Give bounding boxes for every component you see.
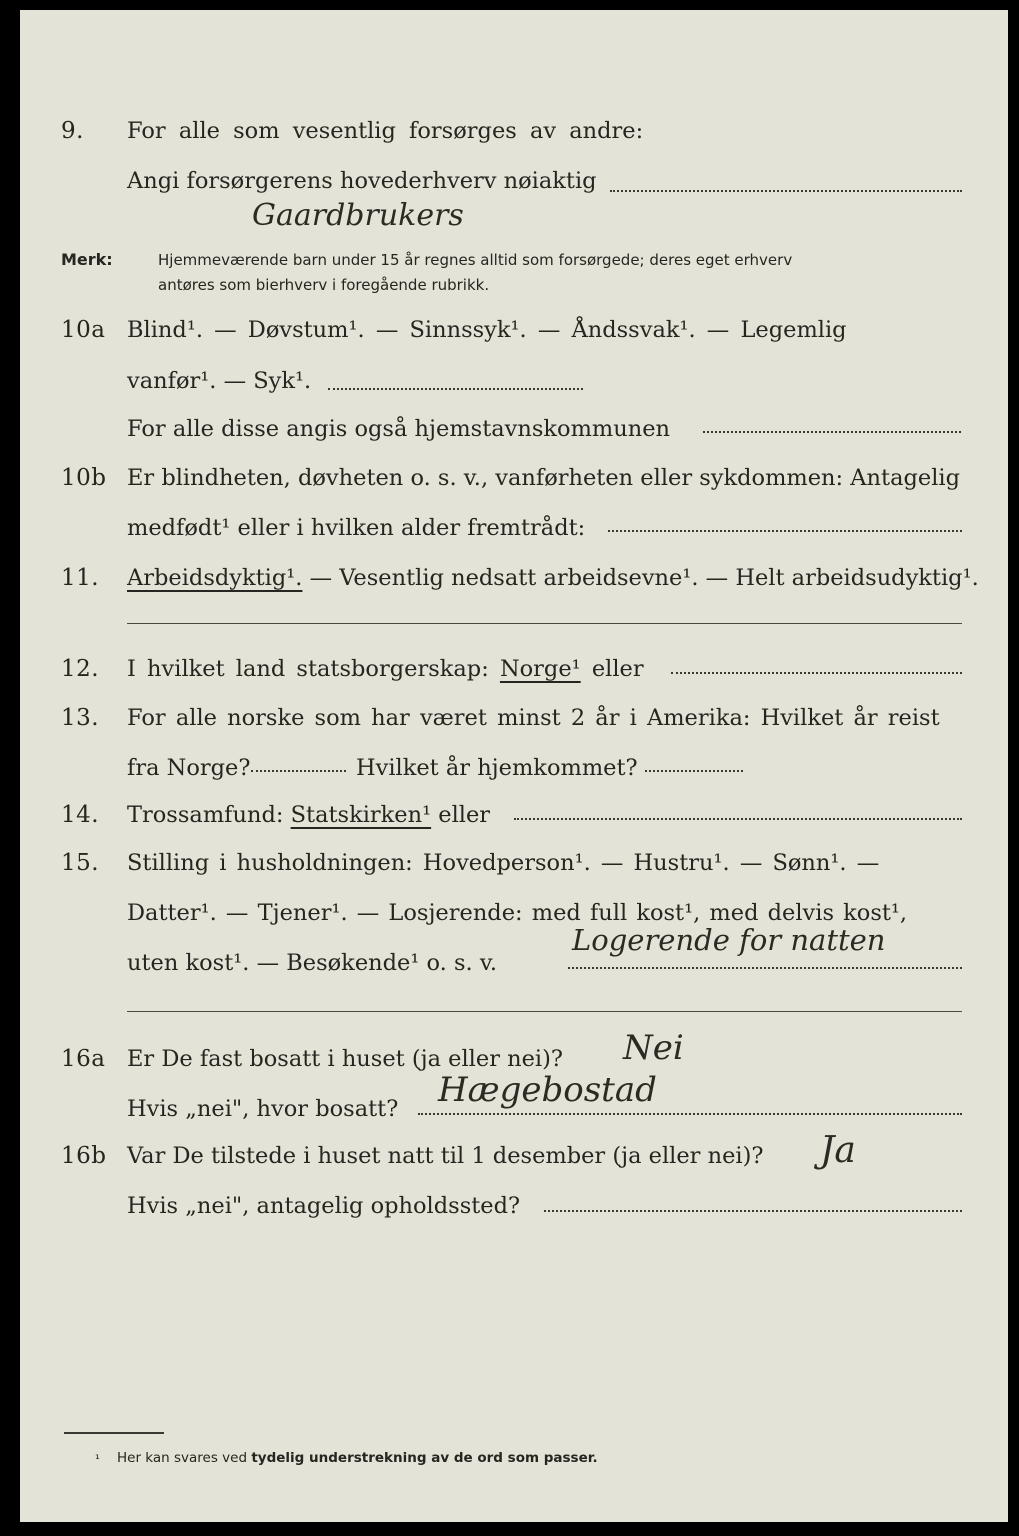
q15-handwritten-answer[interactable]: Logerende for natten — [572, 923, 886, 957]
q14-answer-line — [514, 818, 962, 820]
q9-line2: Angi forsørgerens hovederhverv nøiaktig — [127, 168, 597, 194]
q15-line1: Stilling i husholdningen: Hovedperson¹. — Hustru¹. — Sønn¹. — — [127, 850, 880, 876]
q12-line — [127, 656, 644, 682]
footnote-text — [117, 1450, 598, 1466]
q13-line2b: Hvilket år hjemkommet? — [356, 755, 638, 781]
q15-number: 15. — [61, 850, 100, 876]
q16b-number: 16b — [61, 1143, 107, 1169]
q9-number: 9. — [61, 118, 84, 144]
q10a-hjemstavn-line — [703, 431, 961, 433]
q16b-line2: Hvis „nei", antagelig opholdssted? — [127, 1193, 521, 1219]
q10b-answer-line — [608, 530, 962, 532]
footnote-pre: Her kan svares ved — [117, 1450, 252, 1466]
q12-option-norge[interactable]: Norge¹ — [499, 656, 581, 682]
q14-option-statskirken[interactable]: Statskirken¹ — [290, 802, 432, 828]
q15-line2: Datter¹. — Tjener¹. — Losjerende: med full kost¹, med delvis kost¹, — [127, 900, 908, 926]
q13-number: 13. — [61, 705, 100, 731]
merk-label: Merk: — [61, 250, 113, 269]
q12-pre: I hvilket land statsborgerskap: — [127, 656, 500, 682]
q15-answer-line — [568, 967, 962, 969]
q9-line1: For alle som vesentlig forsørges av andre: — [127, 118, 644, 144]
footnote-rule — [64, 1432, 164, 1434]
merk-line1: Hjemmeværende barn under 15 år regnes alltid som forsørgede; deres eget erhverv — [158, 251, 793, 269]
q16b-answer-line — [544, 1210, 962, 1212]
q16a-answer-line — [418, 1113, 962, 1115]
q15-line3: uten kost¹. — Besøkende¹ o. s. v. — [127, 950, 498, 976]
q10a-line1: Blind¹. — Døvstum¹. — Sinnssyk¹. — Åndssvak¹. — Legemlig — [127, 317, 847, 343]
q16b-handwritten-answer1[interactable]: Ja — [820, 1130, 856, 1171]
q15-separator — [127, 1011, 962, 1012]
q16b-line1: Var De tilstede i huset natt til 1 desember (ja eller nei)? — [127, 1143, 764, 1169]
q13-reist-line — [251, 770, 346, 772]
merk-line2: antøres som bierhverv i foregående rubrikk. — [158, 276, 490, 294]
q14-pre: Trossamfund: — [127, 802, 291, 828]
q14-post: eller — [431, 802, 491, 828]
q14-line — [127, 802, 490, 828]
q13-line2a: fra Norge? — [127, 755, 251, 781]
q10a-line2: vanfør¹. — Syk¹. — [127, 368, 312, 394]
q11-rest: — Vesentlig nedsatt arbeidsevne¹. — Helt arbeidsudyktig¹. — [302, 565, 979, 591]
q11-number: 11. — [61, 565, 100, 591]
q14-number: 14. — [61, 802, 100, 828]
q11-separator — [127, 623, 962, 624]
q10a-syk-line — [328, 388, 583, 390]
q9-answer-line — [610, 190, 962, 192]
q12-post: eller — [580, 656, 644, 682]
census-form-page — [20, 10, 1008, 1522]
q11-option-arbeidsdyktig[interactable]: Arbeidsdyktig¹. — [127, 565, 303, 591]
q10a-line3: For alle disse angis også hjemstavnskommunen — [127, 416, 671, 442]
q16a-number: 16a — [61, 1046, 106, 1072]
q13-hjemkommet-line — [645, 770, 743, 772]
q16a-handwritten-answer2[interactable]: Hægebostad — [438, 1070, 657, 1110]
q16a-line2: Hvis „nei", hvor bosatt? — [127, 1096, 399, 1122]
q12-answer-line — [671, 672, 962, 674]
q16a-handwritten-answer1[interactable]: Nei — [623, 1028, 684, 1068]
footnote-bold: tydelig understrekning av de ord som passer. — [251, 1450, 598, 1466]
q13-line1: For alle norske som har været minst 2 år i Amerika: Hvilket år reist — [127, 705, 940, 731]
q10b-line1: Er blindheten, døvheten o. s. v., vanførheten eller sykdommen: Antagelig — [127, 465, 960, 491]
q12-number: 12. — [61, 656, 100, 682]
q10a-number: 10a — [61, 317, 106, 343]
footnote-mark: ¹ — [95, 1452, 100, 1466]
q16a-line1: Er De fast bosatt i huset (ja eller nei)? — [127, 1046, 563, 1072]
q10b-number: 10b — [61, 465, 107, 491]
q10b-line2: medfødt¹ eller i hvilken alder fremtrådt: — [127, 515, 586, 541]
q11-line — [127, 565, 979, 591]
q9-handwritten-answer[interactable]: Gaardbrukers — [252, 198, 464, 233]
